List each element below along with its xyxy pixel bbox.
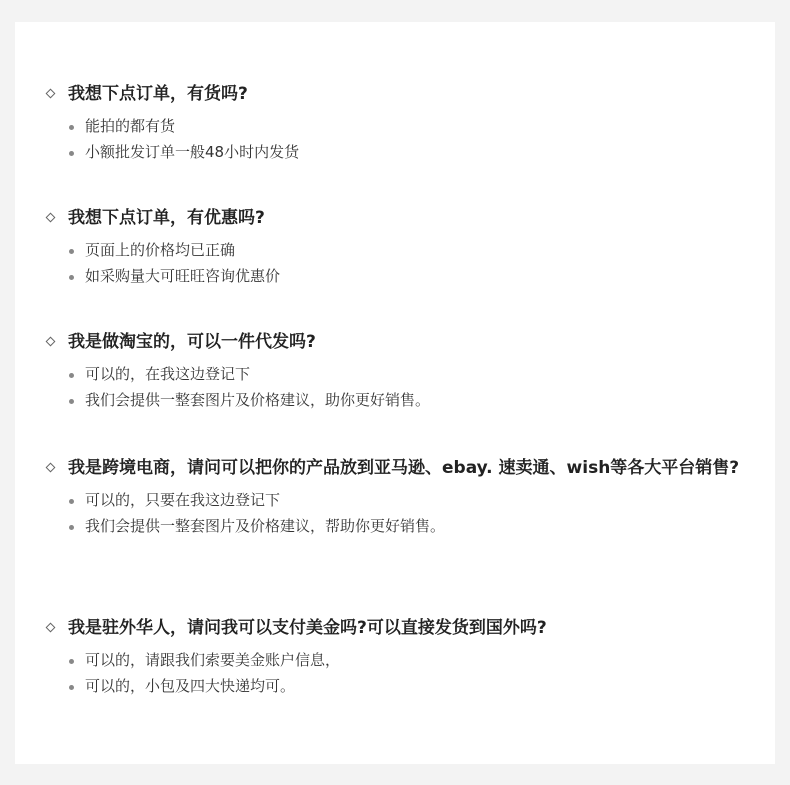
faq-answer: 我们会提供一整套图片及价格建议，助你更好销售。 xyxy=(69,387,759,413)
faq-question xyxy=(43,611,759,645)
faq-answer: 可以的，在我这边登记下 xyxy=(69,361,759,387)
faq-item xyxy=(43,611,759,699)
faq-question-text: 我是驻外华人，请问我可以支付美金吗?可以直接发货到国外吗? xyxy=(68,618,547,638)
diamond-bullet-icon xyxy=(46,213,56,223)
faq-answer-list xyxy=(43,361,759,413)
faq-answer: 能拍的都有货 xyxy=(69,113,759,139)
faq-question-text: 我是做淘宝的，可以一件代发吗? xyxy=(68,332,316,352)
faq-item xyxy=(43,77,759,201)
faq-answer-list xyxy=(43,113,759,165)
faq-question xyxy=(43,201,759,235)
faq-answer: 我们会提供一整套图片及价格建议，帮助你更好销售。 xyxy=(69,513,759,539)
diamond-bullet-icon xyxy=(46,337,56,347)
faq-question xyxy=(43,77,759,111)
faq-list xyxy=(43,77,759,699)
diamond-bullet-icon xyxy=(46,89,56,99)
faq-question-text: 我是跨境电商，请问可以把你的产品放到亚马逊、ebay. 速卖通、wish等各大平台销售? xyxy=(68,458,740,478)
faq-answer-list xyxy=(43,647,759,699)
faq-answer-list xyxy=(43,487,759,539)
faq-question-text: 我想下点订单，有货吗? xyxy=(68,84,248,104)
faq-answer: 可以的，只要在我这边登记下 xyxy=(69,487,759,513)
diamond-bullet-icon xyxy=(46,623,56,633)
faq-answer-list xyxy=(43,237,759,289)
faq-question xyxy=(43,451,759,485)
faq-answer: 页面上的价格均已正确 xyxy=(69,237,759,263)
faq-item xyxy=(43,201,759,325)
faq-question-text: 我想下点订单，有优惠吗? xyxy=(68,208,265,228)
faq-answer: 可以的，请跟我们索要美金账户信息， xyxy=(69,647,759,673)
faq-panel xyxy=(15,22,775,764)
faq-answer: 小额批发订单一般48小时内发货 xyxy=(69,139,759,165)
faq-answer: 如采购量大可旺旺咨询优惠价 xyxy=(69,263,759,289)
faq-answer: 可以的，小包及四大快递均可。 xyxy=(69,673,759,699)
faq-item xyxy=(43,325,759,451)
faq-question xyxy=(43,325,759,359)
diamond-bullet-icon xyxy=(46,463,56,473)
faq-item xyxy=(43,451,759,611)
